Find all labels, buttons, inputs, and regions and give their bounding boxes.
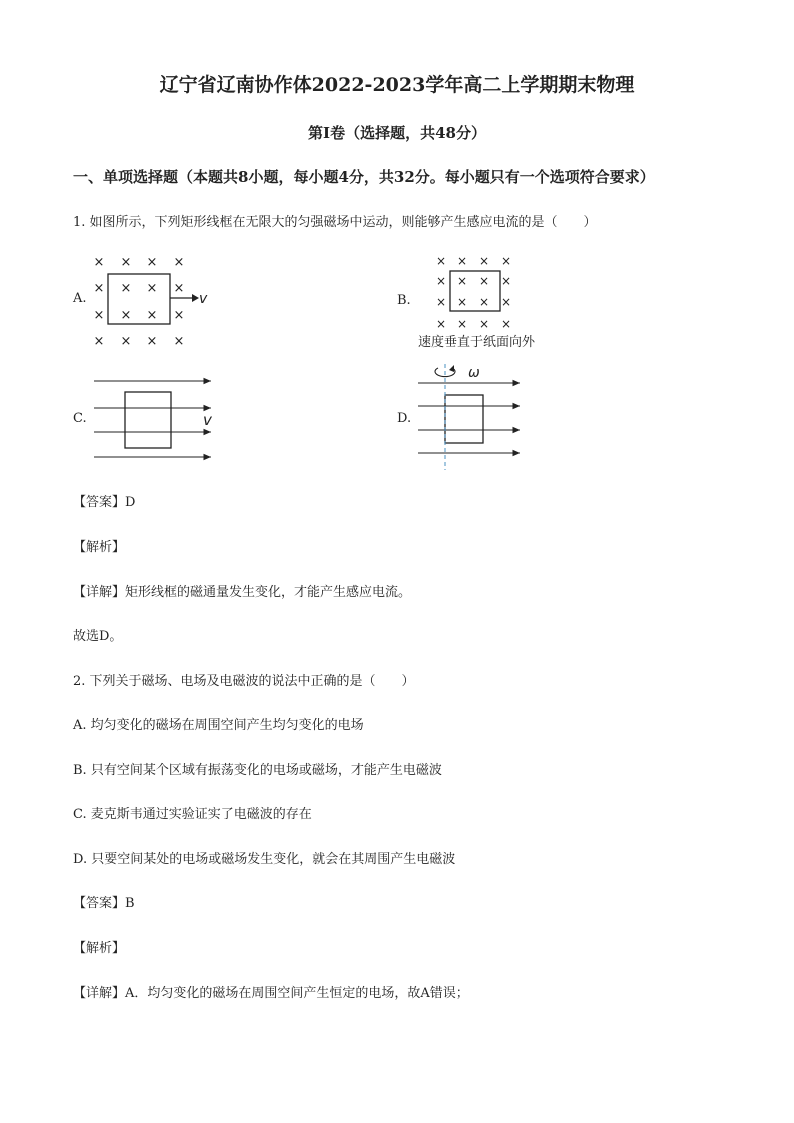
svg-text:×: ×	[146, 281, 158, 296]
page-title: 辽宁省辽南协作体2022-2023学年高二上学期期末物理	[159, 74, 635, 96]
velocity-label: v	[203, 411, 212, 429]
q2-option-a: A. 均匀变化的磁场在周围空间产生均匀变化的电场	[73, 718, 364, 733]
q1-option-c-figure	[90, 370, 220, 466]
omega-label: ω	[468, 365, 480, 381]
part-title: 第I卷（选择题，共48分）	[308, 124, 486, 142]
detail-tag: 【详解】	[73, 585, 126, 600]
svg-text:×: ×	[478, 254, 490, 268]
svg-text:×: ×	[500, 317, 512, 331]
svg-text:×: ×	[456, 254, 468, 268]
q1-detail	[73, 581, 411, 600]
svg-text:×: ×	[456, 295, 468, 309]
answer-value: D	[125, 495, 136, 510]
q1-analysis-tag: 【解析】	[73, 540, 126, 555]
svg-text:×: ×	[146, 255, 158, 270]
detail-text: A．均匀变化的磁场在周围空间产生恒定的电场，故A错误；	[125, 986, 469, 1001]
rectangular-coil	[108, 274, 170, 324]
svg-text:×: ×	[456, 317, 468, 331]
answer-tag: 【答案】	[73, 896, 126, 911]
q1-conclusion: 故选D。	[73, 629, 123, 644]
question-1-stem: 1. 如图所示，下列矩形线框在无限大的匀强磁场中运动，则能够产生感应电流的是（ ）	[73, 215, 597, 230]
svg-text:×: ×	[435, 295, 447, 309]
svg-text:×: ×	[93, 334, 105, 349]
velocity-arrowhead	[192, 294, 199, 302]
q1-option-b-label: B.	[397, 293, 411, 308]
svg-text:×: ×	[93, 308, 105, 323]
svg-text:×: ×	[500, 295, 512, 309]
q1-option-d-figure	[414, 362, 524, 474]
svg-text:×: ×	[173, 308, 185, 323]
q1-option-a-label: A.	[73, 291, 87, 306]
svg-text:×: ×	[173, 255, 185, 270]
svg-text:×: ×	[173, 334, 185, 349]
rectangular-coil	[125, 392, 171, 448]
q1-option-c-label: C.	[73, 411, 87, 426]
svg-text:×: ×	[120, 334, 132, 349]
svg-text:×: ×	[146, 334, 158, 349]
svg-text:×: ×	[120, 308, 132, 323]
rectangular-coil	[445, 395, 483, 443]
q2-analysis-tag: 【解析】	[73, 941, 126, 956]
q1-option-b-caption: 速度垂直于纸面向外	[418, 335, 536, 350]
svg-text:×: ×	[435, 317, 447, 331]
svg-text:×: ×	[478, 295, 490, 309]
svg-text:×: ×	[435, 254, 447, 268]
q2-option-d: D. 只要空间某处的电场或磁场发生变化，就会在其周围产生电磁波	[73, 852, 456, 867]
svg-text:×: ×	[478, 317, 490, 331]
detail-tag: 【详解】	[73, 986, 126, 1001]
detail-text: 矩形线框的磁通量发生变化，才能产生感应电流。	[125, 585, 412, 600]
q1-option-d-label: D.	[397, 411, 412, 426]
q1-answer	[73, 491, 135, 510]
answer-tag: 【答案】	[73, 495, 126, 510]
q2-option-b: B. 只有空间某个区域有振荡变化的电场或磁场，才能产生电磁波	[73, 763, 442, 778]
q2-answer	[73, 892, 135, 911]
magnetic-field-crosses	[94, 255, 185, 349]
svg-text:×: ×	[120, 281, 132, 296]
svg-text:×: ×	[456, 274, 468, 288]
q2-option-c: C. 麦克斯韦通过实验证实了电磁波的存在	[73, 807, 312, 822]
q1-option-a-figure	[88, 250, 218, 350]
q2-detail	[73, 982, 469, 1001]
svg-text:×: ×	[435, 274, 447, 288]
svg-text:×: ×	[173, 281, 185, 296]
question-2-stem: 2. 下列关于磁场、电场及电磁波的说法中正确的是（ ）	[73, 674, 415, 689]
svg-text:×: ×	[93, 281, 105, 296]
svg-text:×: ×	[500, 274, 512, 288]
q1-option-b-figure	[430, 252, 520, 332]
svg-text:×: ×	[93, 255, 105, 270]
velocity-label: v	[199, 291, 208, 307]
svg-text:×: ×	[500, 254, 512, 268]
svg-text:×: ×	[120, 255, 132, 270]
answer-value: B	[125, 896, 135, 911]
section-heading: 一、单项选择题（本题共8小题，每小题4分，共32分。每小题只有一个选项符合要求）	[73, 168, 655, 186]
svg-text:×: ×	[146, 308, 158, 323]
svg-text:×: ×	[478, 274, 490, 288]
